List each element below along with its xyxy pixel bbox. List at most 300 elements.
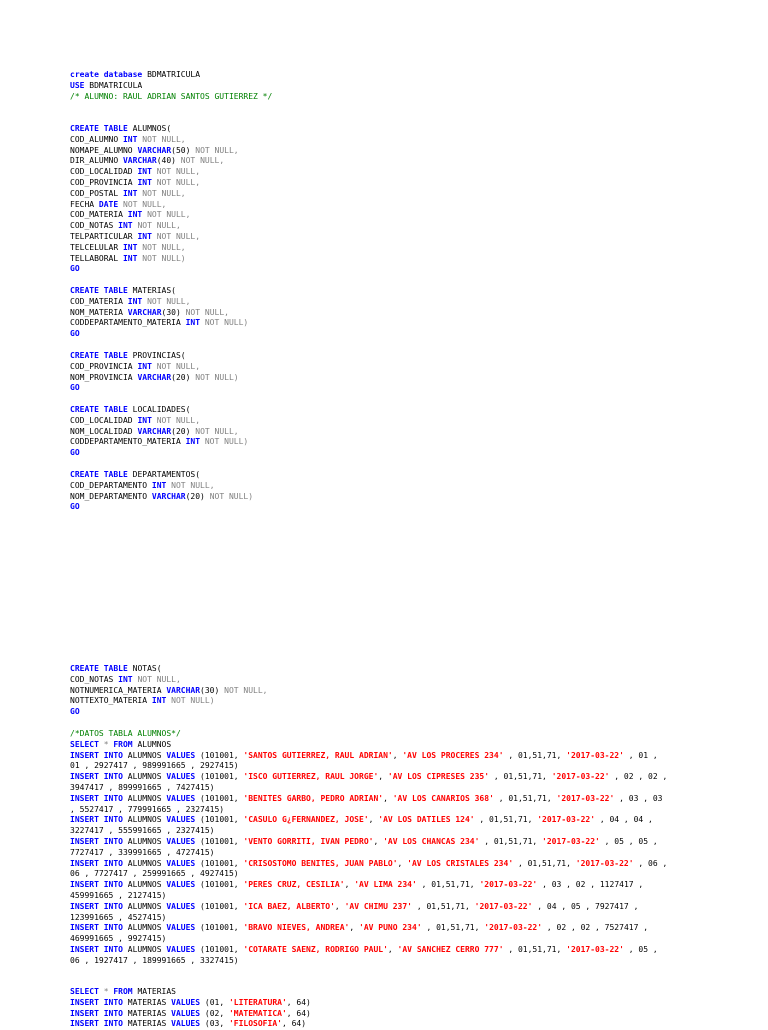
sql-identifier: LOCALIDADES(: [132, 405, 191, 414]
sql-keyword: INT: [122, 134, 143, 144]
sql-constraint: NOT NULL,: [137, 221, 181, 231]
sql-keyword: INSERT INTO: [70, 858, 128, 868]
sql-identifier: COD_PROVINCIA: [70, 177, 138, 187]
sql-keyword: INSERT INTO: [70, 901, 128, 911]
sql-identifier: , 64): [281, 1019, 307, 1029]
code-line: [70, 254, 710, 265]
code-line: [70, 210, 710, 221]
sql-string: '2017-03-22': [474, 901, 533, 911]
sql-identifier: (20): [171, 372, 196, 382]
sql-keyword: INSERT INTO: [70, 815, 128, 825]
create-table-notas-block: [70, 664, 710, 718]
sql-constraint: NOT NULL): [171, 696, 215, 706]
sql-keyword: VALUES: [166, 815, 201, 825]
code-line: [70, 794, 710, 805]
sql-identifier: 3227417 , 555991665 , 2327415): [70, 826, 215, 836]
sql-constraint: NOT NULL,: [142, 188, 186, 198]
code-line: [70, 156, 710, 167]
code-line: [70, 308, 710, 319]
sql-identifier: MATERIAS(: [132, 286, 176, 295]
code-line: [70, 826, 710, 837]
sql-identifier: ,: [373, 836, 384, 846]
sql-keyword: VALUES: [166, 793, 201, 803]
code-line: [70, 297, 710, 308]
code-line: [70, 891, 710, 902]
sql-identifier: NOM_MATERIA: [70, 307, 128, 317]
sql-identifier: (40): [156, 156, 181, 166]
sql-keyword: CREATE TABLE: [70, 286, 133, 295]
sql-identifier: ,: [349, 923, 360, 933]
sql-identifier: , 01,51,71,: [474, 815, 538, 825]
sql-keyword: VARCHAR: [166, 685, 201, 695]
sql-keyword: INT: [137, 361, 157, 371]
code-line: [70, 837, 710, 848]
code-line: [70, 815, 710, 826]
sql-constraint: NOT NULL,: [156, 177, 201, 187]
sql-identifier: COD_MATERIA: [70, 210, 128, 220]
sql-identifier: , 01,51,71,: [416, 880, 480, 890]
sql-string: '2017-03-22': [542, 836, 600, 846]
sql-keyword: INSERT INTO: [70, 1019, 128, 1029]
sql-keyword: INSERT INTO: [70, 944, 128, 954]
sql-identifier: CODDEPARTAMENTO_MATERIA: [70, 437, 186, 447]
sql-identifier: , 04 , 05 , 7927417 ,: [532, 901, 639, 911]
code-line: [70, 934, 710, 945]
code-line: [70, 81, 710, 92]
sql-keyword: INT: [137, 177, 157, 187]
code-line: [70, 729, 710, 740]
sql-string: 'AV LOS CHANCAS 234': [383, 836, 480, 846]
sql-identifier: DIR_ALUMNO: [70, 156, 123, 166]
sql-constraint: NOT NULL): [204, 318, 249, 328]
sql-identifier: TELPARTICULAR: [70, 231, 138, 241]
sql-keyword: VALUES: [171, 997, 205, 1007]
code-line: [70, 664, 710, 675]
sql-identifier: ALUMNOS: [127, 793, 167, 803]
sql-keyword: GO: [70, 383, 80, 393]
sql-keyword: INT: [118, 674, 138, 684]
sql-constraint: NOT NULL): [209, 491, 254, 501]
sql-identifier: ,: [334, 901, 345, 911]
sql-identifier: COD_ALUMNO: [70, 134, 123, 144]
sql-identifier: ,: [368, 815, 379, 825]
sql-constraint: NOT NULL): [204, 437, 249, 447]
code-line: [70, 751, 710, 762]
code-line: [70, 880, 710, 891]
sql-identifier: , 01,51,71,: [489, 772, 552, 782]
sql-identifier: ,: [344, 880, 355, 890]
sql-identifier: BDMATRICULA: [89, 80, 143, 90]
sql-identifier: MATERIAS: [127, 997, 172, 1007]
sql-keyword: GO: [70, 329, 80, 339]
sql-identifier: (03,: [204, 1019, 229, 1029]
sql-string: '2017-03-22': [484, 923, 543, 933]
sql-keyword: INSERT INTO: [70, 772, 128, 782]
sql-identifier: ALUMNOS: [127, 944, 167, 954]
code-line: [70, 362, 710, 373]
sql-string: 'AV PUNO 234': [359, 923, 422, 933]
sql-keyword: GO: [70, 707, 80, 717]
sql-identifier: ALUMNOS: [127, 880, 167, 890]
sql-constraint: NOT NULL,: [195, 426, 239, 436]
sql-constraint: *: [103, 739, 114, 749]
sql-string: 'MATEMATICA': [228, 1008, 287, 1018]
sql-identifier: PROVINCIAS(: [132, 351, 186, 360]
code-line: [70, 405, 710, 416]
sql-identifier: (101001,: [200, 880, 244, 890]
sql-keyword: VALUES: [171, 1019, 205, 1029]
sql-constraint: NOT NULL,: [147, 210, 191, 220]
code-line: [70, 869, 710, 880]
sql-constraint: NOT NULL,: [195, 145, 239, 155]
sql-identifier: (30): [161, 307, 186, 317]
sql-keyword: VALUES: [166, 923, 201, 933]
sql-identifier: ALUMNOS: [127, 923, 167, 933]
sql-identifier: , 05 , 05 ,: [599, 836, 658, 846]
sql-identifier: 459991665 , 2127415): [70, 890, 167, 900]
code-line: [70, 264, 710, 275]
sql-keyword: FROM: [113, 739, 138, 749]
sql-identifier: (30): [200, 685, 225, 695]
sql-identifier: 01 , 2927417 , 989991665 , 2927415): [70, 761, 239, 771]
code-line: [70, 124, 710, 135]
sql-keyword: VALUES: [166, 880, 201, 890]
sql-identifier: , 01,51,71,: [493, 793, 557, 803]
sql-keyword: VARCHAR: [151, 491, 186, 501]
code-line: [70, 502, 710, 513]
sql-string: 'LITERATURA': [228, 997, 287, 1007]
create-table-materias-block: [70, 286, 710, 340]
sql-keyword: INT: [127, 210, 148, 220]
sql-comment: /* ALUMNO: RAUL ADRIAN SANTOS GUTIERREZ */: [70, 91, 273, 101]
sql-identifier: NOM_PROVINCIA: [70, 372, 138, 382]
sql-keyword: INT: [122, 188, 143, 198]
sql-keyword: VALUES: [166, 836, 201, 846]
code-line: [70, 373, 710, 384]
sql-string: '2017-03-22': [537, 815, 596, 825]
sql-keyword: INT: [122, 242, 143, 252]
sql-keyword: VALUES: [166, 858, 201, 868]
code-line: [70, 221, 710, 232]
sql-identifier: (101001,: [200, 944, 244, 954]
sql-keyword: INT: [122, 253, 143, 263]
code-line: [70, 416, 710, 427]
sql-constraint: NOT NULL): [195, 372, 239, 382]
sql-identifier: , 03 , 03: [614, 793, 663, 803]
sql-constraint: NOT NULL,: [142, 134, 186, 144]
sql-identifier: (02,: [204, 1008, 229, 1018]
sql-keyword: INT: [137, 415, 157, 425]
sql-identifier: ALUMNOS: [127, 836, 167, 846]
sql-string: 'AV LOS PROCERES 234': [402, 750, 504, 760]
code-line: [70, 761, 710, 772]
sql-keyword: INT: [127, 296, 148, 306]
sql-keyword: CREATE TABLE: [70, 664, 133, 673]
sql-identifier: TELLABORAL: [70, 253, 123, 263]
sql-identifier: COD_NOTAS: [70, 674, 119, 684]
sql-identifier: , 64): [286, 997, 311, 1007]
code-line: [70, 437, 710, 448]
sql-keyword: VALUES: [166, 944, 201, 954]
sql-keyword: CREATE TABLE: [70, 124, 133, 133]
sql-identifier: NOMAPE_ALUMNO: [70, 145, 138, 155]
sql-identifier: (20): [171, 426, 196, 436]
sql-identifier: NOM_DEPARTAMENTO: [70, 491, 152, 501]
sql-identifier: (101001,: [200, 923, 244, 933]
sql-constraint: NOT NULL,: [137, 674, 181, 684]
sql-string: 'COTARATE SAENZ, RODRIGO PAUL': [243, 944, 388, 954]
sql-keyword: INSERT INTO: [70, 1008, 128, 1018]
code-line: [70, 427, 710, 438]
sql-constraint: NOT NULL,: [180, 156, 225, 166]
sql-string: '2017-03-22': [479, 880, 538, 890]
sql-string: 'AV LOS CIPRESES 235': [387, 772, 490, 782]
sql-keyword: VARCHAR: [122, 156, 157, 166]
sql-keyword: INSERT INTO: [70, 750, 128, 760]
sql-string: '2017-03-22': [566, 944, 624, 954]
sql-string: 'FILOSOFIA': [228, 1019, 282, 1029]
sql-keyword: INT: [118, 221, 138, 231]
code-line: [70, 772, 710, 783]
sql-keyword: GO: [70, 502, 80, 512]
code-line: [70, 329, 710, 340]
sql-identifier: 7727417 , 339991665 , 4727415): [70, 847, 215, 857]
sql-identifier: ,: [383, 793, 393, 803]
sql-identifier: , 03 , 02 , 1127417 ,: [537, 880, 644, 890]
code-line: [70, 178, 710, 189]
sql-identifier: ,: [387, 944, 398, 954]
sql-identifier: BDMATRICULA: [147, 70, 201, 79]
sql-identifier: 06 , 7727417 , 259991665 , 4927415): [70, 869, 239, 879]
code-line: [70, 987, 710, 998]
code-line: [70, 383, 710, 394]
sql-identifier: DEPARTAMENTOS(: [132, 470, 201, 479]
sql-identifier: COD_DEPARTAMENTO: [70, 480, 152, 490]
sql-string: 'CASULO G¿FERNANDEZ, JOSE': [243, 815, 369, 825]
code-line: [70, 481, 710, 492]
sql-constraint: NOT NULL,: [156, 415, 201, 425]
code-line: [70, 913, 710, 924]
sql-identifier: 469991665 , 9927415): [70, 934, 167, 944]
sql-string: '2017-03-22': [551, 772, 610, 782]
sql-string: 'AV LOS CANARIOS 368': [392, 793, 494, 803]
sql-identifier: 123991665 , 4527415): [70, 912, 167, 922]
sql-identifier: , 01 ,: [623, 750, 658, 760]
sql-constraint: NOT NULL): [142, 253, 186, 263]
sql-identifier: ALUMNOS: [127, 901, 167, 911]
sql-identifier: COD_MATERIA: [70, 296, 128, 306]
sql-keyword: USE: [70, 80, 90, 90]
sql-keyword: SELECT: [70, 739, 104, 749]
sql-keyword: INT: [137, 167, 157, 177]
sql-identifier: NOM_LOCALIDAD: [70, 426, 138, 436]
sql-identifier: (101001,: [200, 793, 244, 803]
code-line: [70, 470, 710, 481]
sql-constraint: NOT NULL,: [156, 231, 201, 241]
sql-identifier: (20): [185, 491, 210, 501]
code-line: [70, 998, 710, 1009]
sql-identifier: ALUMNOS(: [132, 124, 172, 133]
sql-string: 'SANTOS GUTIERREZ, RAUL ADRIAN': [243, 750, 393, 760]
code-line: [70, 740, 710, 751]
create-table-provincias-block: [70, 351, 710, 394]
sql-identifier: , 05 ,: [623, 944, 658, 954]
sql-constraint: *: [103, 987, 114, 996]
code-line: [70, 1009, 710, 1020]
sql-string: 'AV LIMA 234': [354, 880, 417, 890]
sql-identifier: , 01,51,71,: [479, 836, 543, 846]
sql-identifier: (101001,: [200, 858, 244, 868]
sql-identifier: (101001,: [200, 750, 244, 760]
sql-identifier: (01,: [204, 997, 229, 1007]
insert-alumnos-block: [70, 729, 710, 967]
sql-keyword: INSERT INTO: [70, 997, 128, 1007]
code-line: [70, 945, 710, 956]
code-line: [70, 448, 710, 459]
code-line: [70, 686, 710, 697]
sql-identifier: ,: [378, 772, 388, 782]
sql-identifier: , 01,51,71,: [412, 901, 475, 911]
sql-constraint: NOT NULL,: [147, 296, 191, 306]
sql-identifier: FECHA: [70, 199, 99, 209]
sql-identifier: NOTTEXTO_MATERIA: [70, 696, 152, 706]
sql-string: 'AV CHIMU 237': [344, 901, 412, 911]
sql-identifier: COD_NOTAS: [70, 221, 119, 231]
code-line: [70, 923, 710, 934]
sql-identifier: COD_LOCALIDAD: [70, 415, 138, 425]
sql-identifier: 3947417 , 899991665 , 7427415): [70, 782, 215, 792]
sql-identifier: ALUMNOS: [127, 750, 167, 760]
sql-keyword: INSERT INTO: [70, 793, 128, 803]
sql-keyword: GO: [70, 264, 80, 274]
sql-string: 'AV LOS DATILES 124': [378, 815, 475, 825]
sql-string: '2017-03-22': [566, 750, 624, 760]
sql-identifier: MATERIAS: [127, 1008, 172, 1018]
code-line: [70, 70, 710, 81]
code-line: [70, 696, 710, 707]
sql-identifier: , 01,51,71,: [421, 923, 485, 933]
sql-keyword: INT: [185, 437, 205, 447]
sql-string: '2017-03-22': [556, 793, 615, 803]
code-line: [70, 232, 710, 243]
code-line: [70, 189, 710, 200]
sql-constraint: NOT NULL,: [156, 167, 201, 177]
code-line: [70, 859, 710, 870]
sql-identifier: NOTAS(: [132, 664, 162, 673]
sql-keyword: VALUES: [166, 901, 201, 911]
sql-keyword: create database: [70, 70, 148, 79]
sql-identifier: ALUMNOS: [137, 739, 172, 749]
code-line: [70, 351, 710, 362]
sql-identifier: , 5527417 , 779991665 , 2327415): [70, 804, 225, 814]
sql-keyword: INSERT INTO: [70, 836, 128, 846]
code-line: [70, 805, 710, 816]
create-database-block: [70, 70, 710, 102]
code-line: [70, 318, 710, 329]
sql-string: 'AV SANCHEZ CERRO 777': [397, 944, 504, 954]
code-line: [70, 956, 710, 967]
sql-keyword: VARCHAR: [137, 145, 172, 155]
sql-keyword: FROM: [113, 987, 138, 996]
sql-identifier: , 64): [286, 1008, 311, 1018]
sql-identifier: MATERIAS: [137, 987, 176, 996]
sql-keyword: VARCHAR: [127, 307, 162, 317]
code-line: [70, 286, 710, 297]
code-line: [70, 243, 710, 254]
sql-identifier: (101001,: [200, 815, 244, 825]
code-line: [70, 200, 710, 211]
sql-identifier: ALUMNOS: [127, 858, 167, 868]
code-line: [70, 1019, 710, 1030]
sql-keyword: CREATE TABLE: [70, 405, 133, 414]
sql-identifier: COD_PROVINCIA: [70, 361, 138, 371]
sql-identifier: (101001,: [200, 836, 244, 846]
sql-keyword: GO: [70, 448, 80, 458]
sql-string: 'AV LOS CRISTALES 234': [407, 858, 514, 868]
sql-identifier: NOTNUMERICA_MATERIA: [70, 685, 167, 695]
sql-identifier: MATERIAS: [127, 1019, 172, 1029]
sql-string: 'VENTO GORRITI, IVAN PEDRO': [243, 836, 374, 846]
sql-identifier: , 01,51,71,: [513, 858, 576, 868]
code-line: [70, 146, 710, 157]
sql-keyword: CREATE TABLE: [70, 470, 133, 479]
create-table-alumnos-block: [70, 124, 710, 275]
sql-identifier: , 04 , 04 ,: [595, 815, 653, 825]
sql-identifier: , 01,51,71,: [503, 750, 567, 760]
sql-identifier: ALUMNOS: [127, 815, 167, 825]
sql-string: 'PERES CRUZ, CESILIA': [243, 880, 345, 890]
code-line: [70, 848, 710, 859]
sql-keyword: VALUES: [166, 750, 201, 760]
code-line: [70, 92, 710, 103]
sql-keyword: SELECT: [70, 987, 104, 996]
code-line: [70, 492, 710, 503]
sql-identifier: (101001,: [200, 772, 244, 782]
create-table-departamentos-block: [70, 470, 710, 513]
sql-keyword: INSERT INTO: [70, 880, 128, 890]
sql-identifier: , 01,51,71,: [503, 944, 567, 954]
sql-keyword: INT: [137, 231, 157, 241]
code-line: [70, 167, 710, 178]
sql-keyword: INSERT INTO: [70, 923, 128, 933]
sql-keyword: INT: [151, 480, 172, 490]
sql-string: 'ISCO GUTIERREZ, RAUL JORGE': [243, 772, 379, 782]
sql-keyword: DATE: [98, 199, 123, 209]
sql-identifier: , 06 ,: [633, 858, 668, 868]
sql-constraint: NOT NULL,: [171, 480, 215, 490]
sql-constraint: NOT NULL,: [156, 361, 201, 371]
create-table-localidades-block: [70, 405, 710, 459]
code-line: [70, 783, 710, 794]
sql-string: 'BRAVO NIEVES, ANDREA': [243, 923, 350, 933]
sql-string: 'CRISOSTOMO BENITES, JUAN PABLO': [243, 858, 398, 868]
sql-keyword: CREATE TABLE: [70, 351, 133, 360]
sql-keyword: VARCHAR: [137, 426, 172, 436]
sql-identifier: (101001,: [200, 901, 244, 911]
sql-keyword: VARCHAR: [137, 372, 172, 382]
sql-identifier: COD_LOCALIDAD: [70, 167, 138, 177]
sql-constraint: NOT NULL,: [142, 242, 186, 252]
sql-identifier: ALUMNOS: [127, 772, 167, 782]
sql-constraint: NOT NULL,: [185, 307, 229, 317]
sql-identifier: TELCELULAR: [70, 242, 123, 252]
sql-identifier: CODDEPARTAMENTO_MATERIA: [70, 318, 186, 328]
sql-keyword: VALUES: [166, 772, 201, 782]
sql-constraint: NOT NULL,: [224, 685, 268, 695]
sql-string: '2017-03-22': [575, 858, 634, 868]
sql-keyword: VALUES: [171, 1008, 205, 1018]
sql-keyword: INT: [151, 696, 172, 706]
